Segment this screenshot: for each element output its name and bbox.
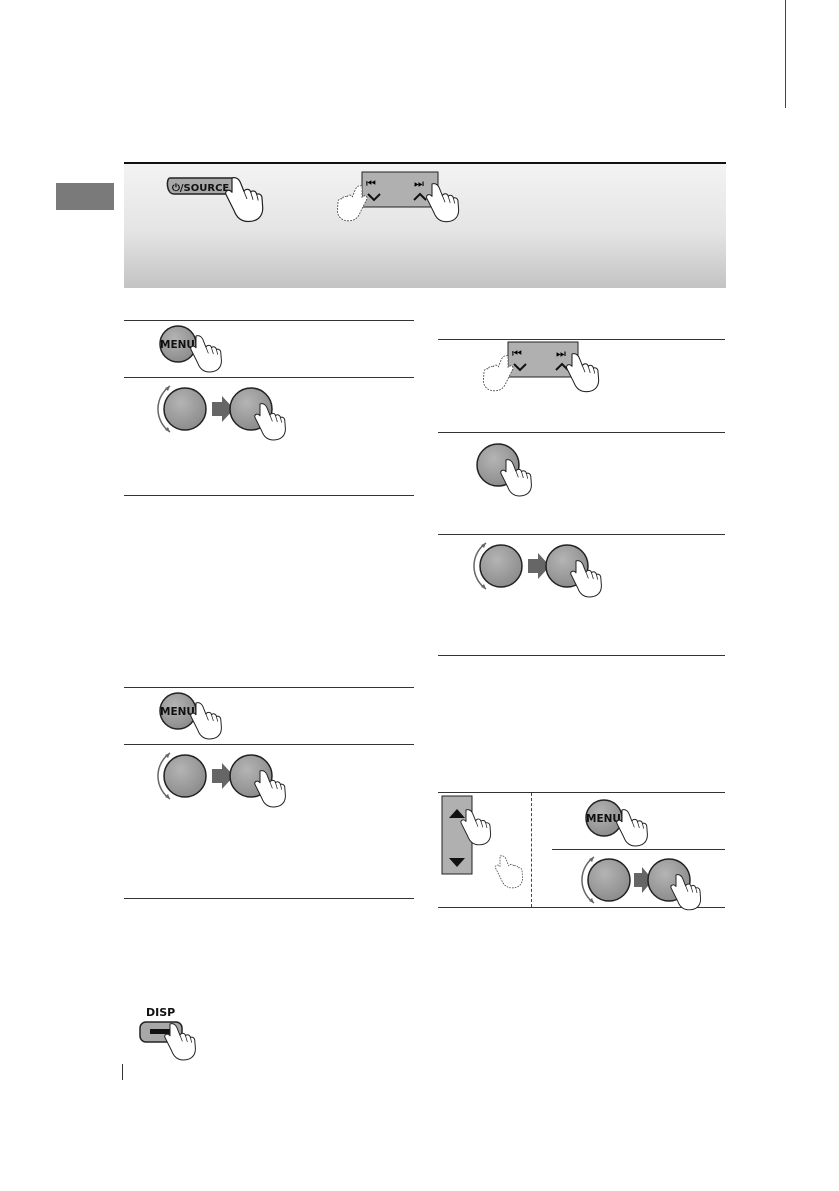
knob-icon <box>164 755 206 797</box>
right-rule-2 <box>438 432 725 433</box>
dashed-divider <box>531 793 532 907</box>
knob-icon <box>164 388 206 430</box>
right-rule-5 <box>438 792 725 793</box>
right-rule-4 <box>438 655 725 656</box>
left-rule-2 <box>124 377 414 378</box>
prev-glyph[interactable]: ⏮ <box>366 177 376 190</box>
skip-buttons-illustration <box>330 172 480 232</box>
up-down-buttons-illustration <box>440 794 520 906</box>
press-knob-illustration <box>470 436 560 496</box>
right-rule-3 <box>438 534 725 535</box>
right-margin-line <box>785 0 786 108</box>
menu-button-label[interactable]: MENU <box>586 813 621 825</box>
source-button-label[interactable]: ⏻/SOURCE <box>172 183 230 194</box>
side-tab <box>56 183 114 210</box>
left-rule-5 <box>124 744 414 745</box>
menu-button-label[interactable]: MENU <box>160 706 195 718</box>
right-rule-1 <box>438 339 725 340</box>
menu-button-illustration <box>150 689 250 744</box>
page-margin-mark <box>122 1064 123 1080</box>
left-rule-3 <box>124 495 414 496</box>
disp-button-label: DISP <box>146 1006 176 1019</box>
menu-button-illustration <box>576 796 676 851</box>
left-rule-4 <box>124 687 414 688</box>
rotate-press-illustration <box>578 851 728 911</box>
knob-icon <box>480 545 522 587</box>
disp-button-illustration <box>136 1002 236 1062</box>
knob-icon <box>588 859 630 901</box>
next-glyph[interactable]: ⏭ <box>414 177 424 190</box>
next-glyph[interactable]: ⏭ <box>556 347 566 360</box>
disp-button[interactable] <box>150 1029 170 1034</box>
hand-dashed-icon <box>495 856 522 888</box>
rotate-press-illustration <box>470 537 620 597</box>
menu-button-illustration <box>150 322 250 377</box>
left-rule-1 <box>124 320 414 321</box>
prev-glyph[interactable]: ⏮ <box>512 347 522 360</box>
menu-button-label[interactable]: MENU <box>160 339 195 351</box>
rotate-press-illustration <box>154 380 304 440</box>
source-button-illustration <box>160 170 270 240</box>
rotate-press-illustration <box>154 747 304 807</box>
left-rule-6 <box>124 898 414 899</box>
skip-buttons-illustration <box>476 342 626 402</box>
